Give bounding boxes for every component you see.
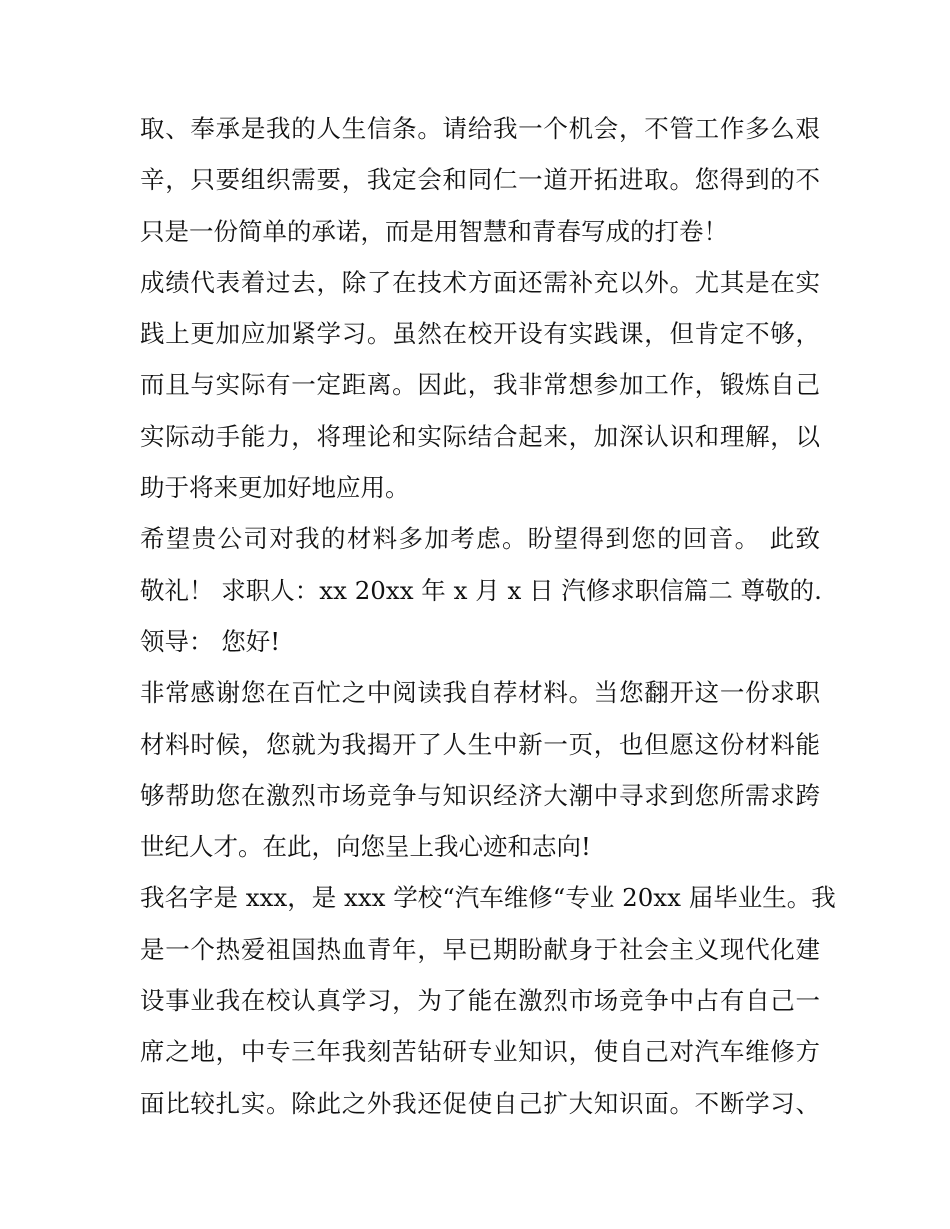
paragraph-thanks <box>140 667 820 872</box>
text-line: 面比较扎实。除此之外我还促使自己扩大知识面。不断学习、 <box>140 1088 820 1118</box>
text-line: 希望贵公司对我的材料多加考虑。盼望得到您的回音。 此致 <box>140 524 820 554</box>
text-line: 践上更加应加紧学习。虽然在校开设有实践课，但肯定不够， <box>140 319 820 349</box>
text-line: 是一个热爱祖国热血青年，早已期盼献身于社会主义现代化建 <box>140 934 820 964</box>
text-line: 设事业我在校认真学习，为了能在激烈市场竞争中占有自己一 <box>140 986 820 1016</box>
text-line: 敬礼！ 求职人：xx 20xx 年 x 月 x 日 汽修求职信篇二 尊敬的. <box>140 575 822 605</box>
text-line: 我名字是 xxx，是 xxx 学校“汽车维修“专业 20xx 届毕业生。我 <box>140 883 836 913</box>
text-line: 只是一份简单的承诺，而是用智慧和青春写成的打卷！ <box>140 216 728 246</box>
text-line: 成绩代表着过去，除了在技术方面还需补充以外。尤其是在实 <box>140 267 820 297</box>
text-line: 辛，只要组织需要，我定会和同仁一道开拓进取。您得到的不 <box>140 165 820 195</box>
text-line: 而且与实际有一定距离。因此，我非常想参加工作，锻炼自己 <box>140 370 820 400</box>
text-line: 实际动手能力，将理论和实际结合起来，加深认识和理解，以 <box>140 421 820 451</box>
text-line: 领导： 您好! <box>140 626 281 656</box>
text-line: 助于将来更加好地应用。 <box>140 473 410 503</box>
text-line: 非常感谢您在百忙之中阅读我自荐材料。当您翻开这一份求职 <box>140 678 820 708</box>
text-line: 材料时候，您就为我揭开了人生中新一页，也但愿这份材料能 <box>140 729 820 759</box>
document-body <box>140 103 836 1129</box>
paragraph-achievements <box>140 257 820 513</box>
text-line: 够帮助您在激烈市场竞争与知识经济大潮中寻求到您所需求跨 <box>140 780 820 810</box>
text-line: 世纪人才。在此，向您呈上我心迹和志向! <box>140 832 591 862</box>
paragraph-introduction <box>140 872 836 1128</box>
paragraph-closing-pledge <box>140 103 820 257</box>
paragraph-sign-off <box>140 513 820 667</box>
text-line: 席之地，中专三年我刻苦钻研专业知识，使自己对汽车维修方 <box>140 1037 820 1067</box>
text-line: 取、奉承是我的人生信条。请给我一个机会，不管工作多么艰 <box>140 114 820 143</box>
